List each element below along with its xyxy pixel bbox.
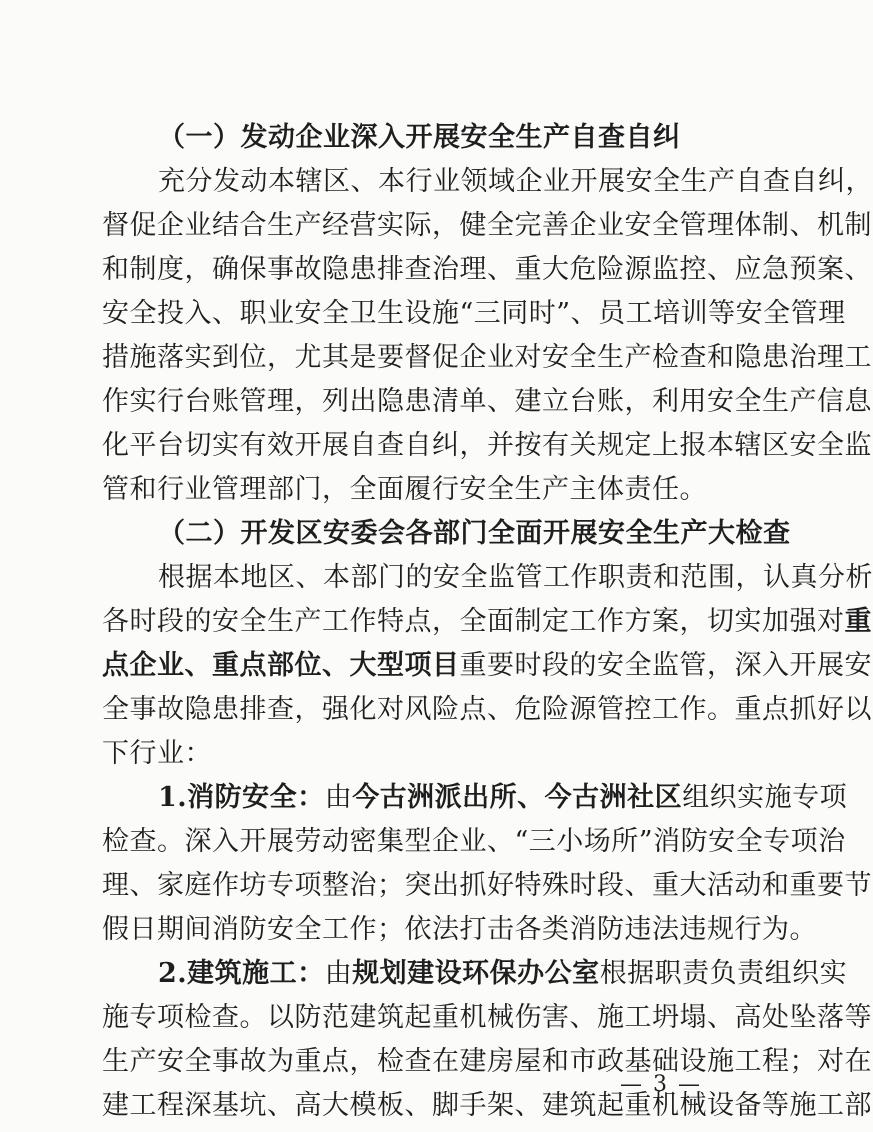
item-label: 2.建筑施工： — [158, 958, 325, 989]
paragraph-line: 根据本地区、本部门的安全监管工作职责和范围，认真分析 — [158, 562, 873, 593]
paragraph-line: 管和行业管理部门，全面履行安全生产主体责任。 — [102, 474, 707, 505]
paragraph-line: 下行业： — [102, 738, 212, 769]
text-run: 各时段的安全生产工作特点，全面制定工作方案，切实加强对 — [102, 606, 845, 637]
paragraph-line: 全事故隐患排查，强化对风险点、危险源管控工作。重点抓好以 — [102, 694, 872, 725]
paragraph-line: 假日期间消防安全工作；依法打击各类消防违法违规行为。 — [102, 914, 817, 945]
item-line-1 — [158, 778, 848, 818]
paragraph-line — [102, 646, 872, 686]
paragraph-line: 充分发动本辖区、本行业领域企业开展安全生产自查自纠， — [158, 166, 873, 197]
paragraph-line: 督促企业结合生产经营实际，健全完善企业安全管理体制、机制 — [102, 210, 872, 241]
text-run: 组织实施专项 — [682, 782, 848, 813]
paragraph-line — [102, 602, 872, 642]
page-number: — 3 — — [620, 1072, 702, 1097]
paragraph-line: 检查。深入开展劳动密集型企业、“三小场所”消防安全专项治 — [102, 826, 846, 857]
text-run: 重要时段的安全监管，深入开展安 — [459, 650, 872, 681]
paragraph-line: 安全投入、职业安全卫生设施“三同时”、员工培训等安全管理 — [102, 298, 846, 329]
paragraph-line: 施专项检查。以防范建筑起重机械伤害、施工坍塌、高处坠落等 — [102, 1002, 872, 1033]
text-run: 根据职责负责组织实 — [599, 958, 848, 989]
paragraph-line: 作实行台账管理，列出隐患清单、建立台账，利用安全生产信息 — [102, 386, 872, 417]
paragraph-line: 措施落实到位，尤其是要督促企业对安全生产检查和隐患治理工 — [102, 342, 872, 373]
paragraph-line: 建工程深基坑、高大模板、脚手架、建筑起重机械设备等施工部 — [102, 1090, 872, 1121]
section-heading-1: （一）发动企业深入开展安全生产自查自纠 — [158, 122, 681, 153]
emphasis-text: 重 — [844, 606, 872, 637]
item-line-2 — [158, 954, 848, 994]
section-heading-2: （二）开发区安委会各部门全面开展安全生产大检查 — [158, 518, 791, 549]
paragraph-line: 生产安全事故为重点，检查在建房屋和市政基础设施工程；对在 — [102, 1046, 872, 1077]
text-run: 由 — [324, 782, 353, 813]
text-run: 由 — [324, 958, 353, 989]
emphasis-text: 规划建设环保办公室 — [352, 958, 600, 989]
paragraph-line: 和制度，确保事故隐患排查治理、重大危险源监控、应急预案、 — [102, 254, 872, 285]
emphasis-text: 今古洲派出所、今古洲社区 — [352, 782, 683, 813]
paragraph-line: 理、家庭作坊专项整治；突出抓好特殊时段、重大活动和重要节 — [102, 870, 872, 901]
item-label: 1.消防安全： — [158, 782, 325, 813]
emphasis-text: 点企业、重点部位、大型项目 — [102, 650, 460, 681]
paragraph-line: 化平台切实有效开展自查自纠，并按有关规定上报本辖区安全监 — [102, 430, 872, 461]
